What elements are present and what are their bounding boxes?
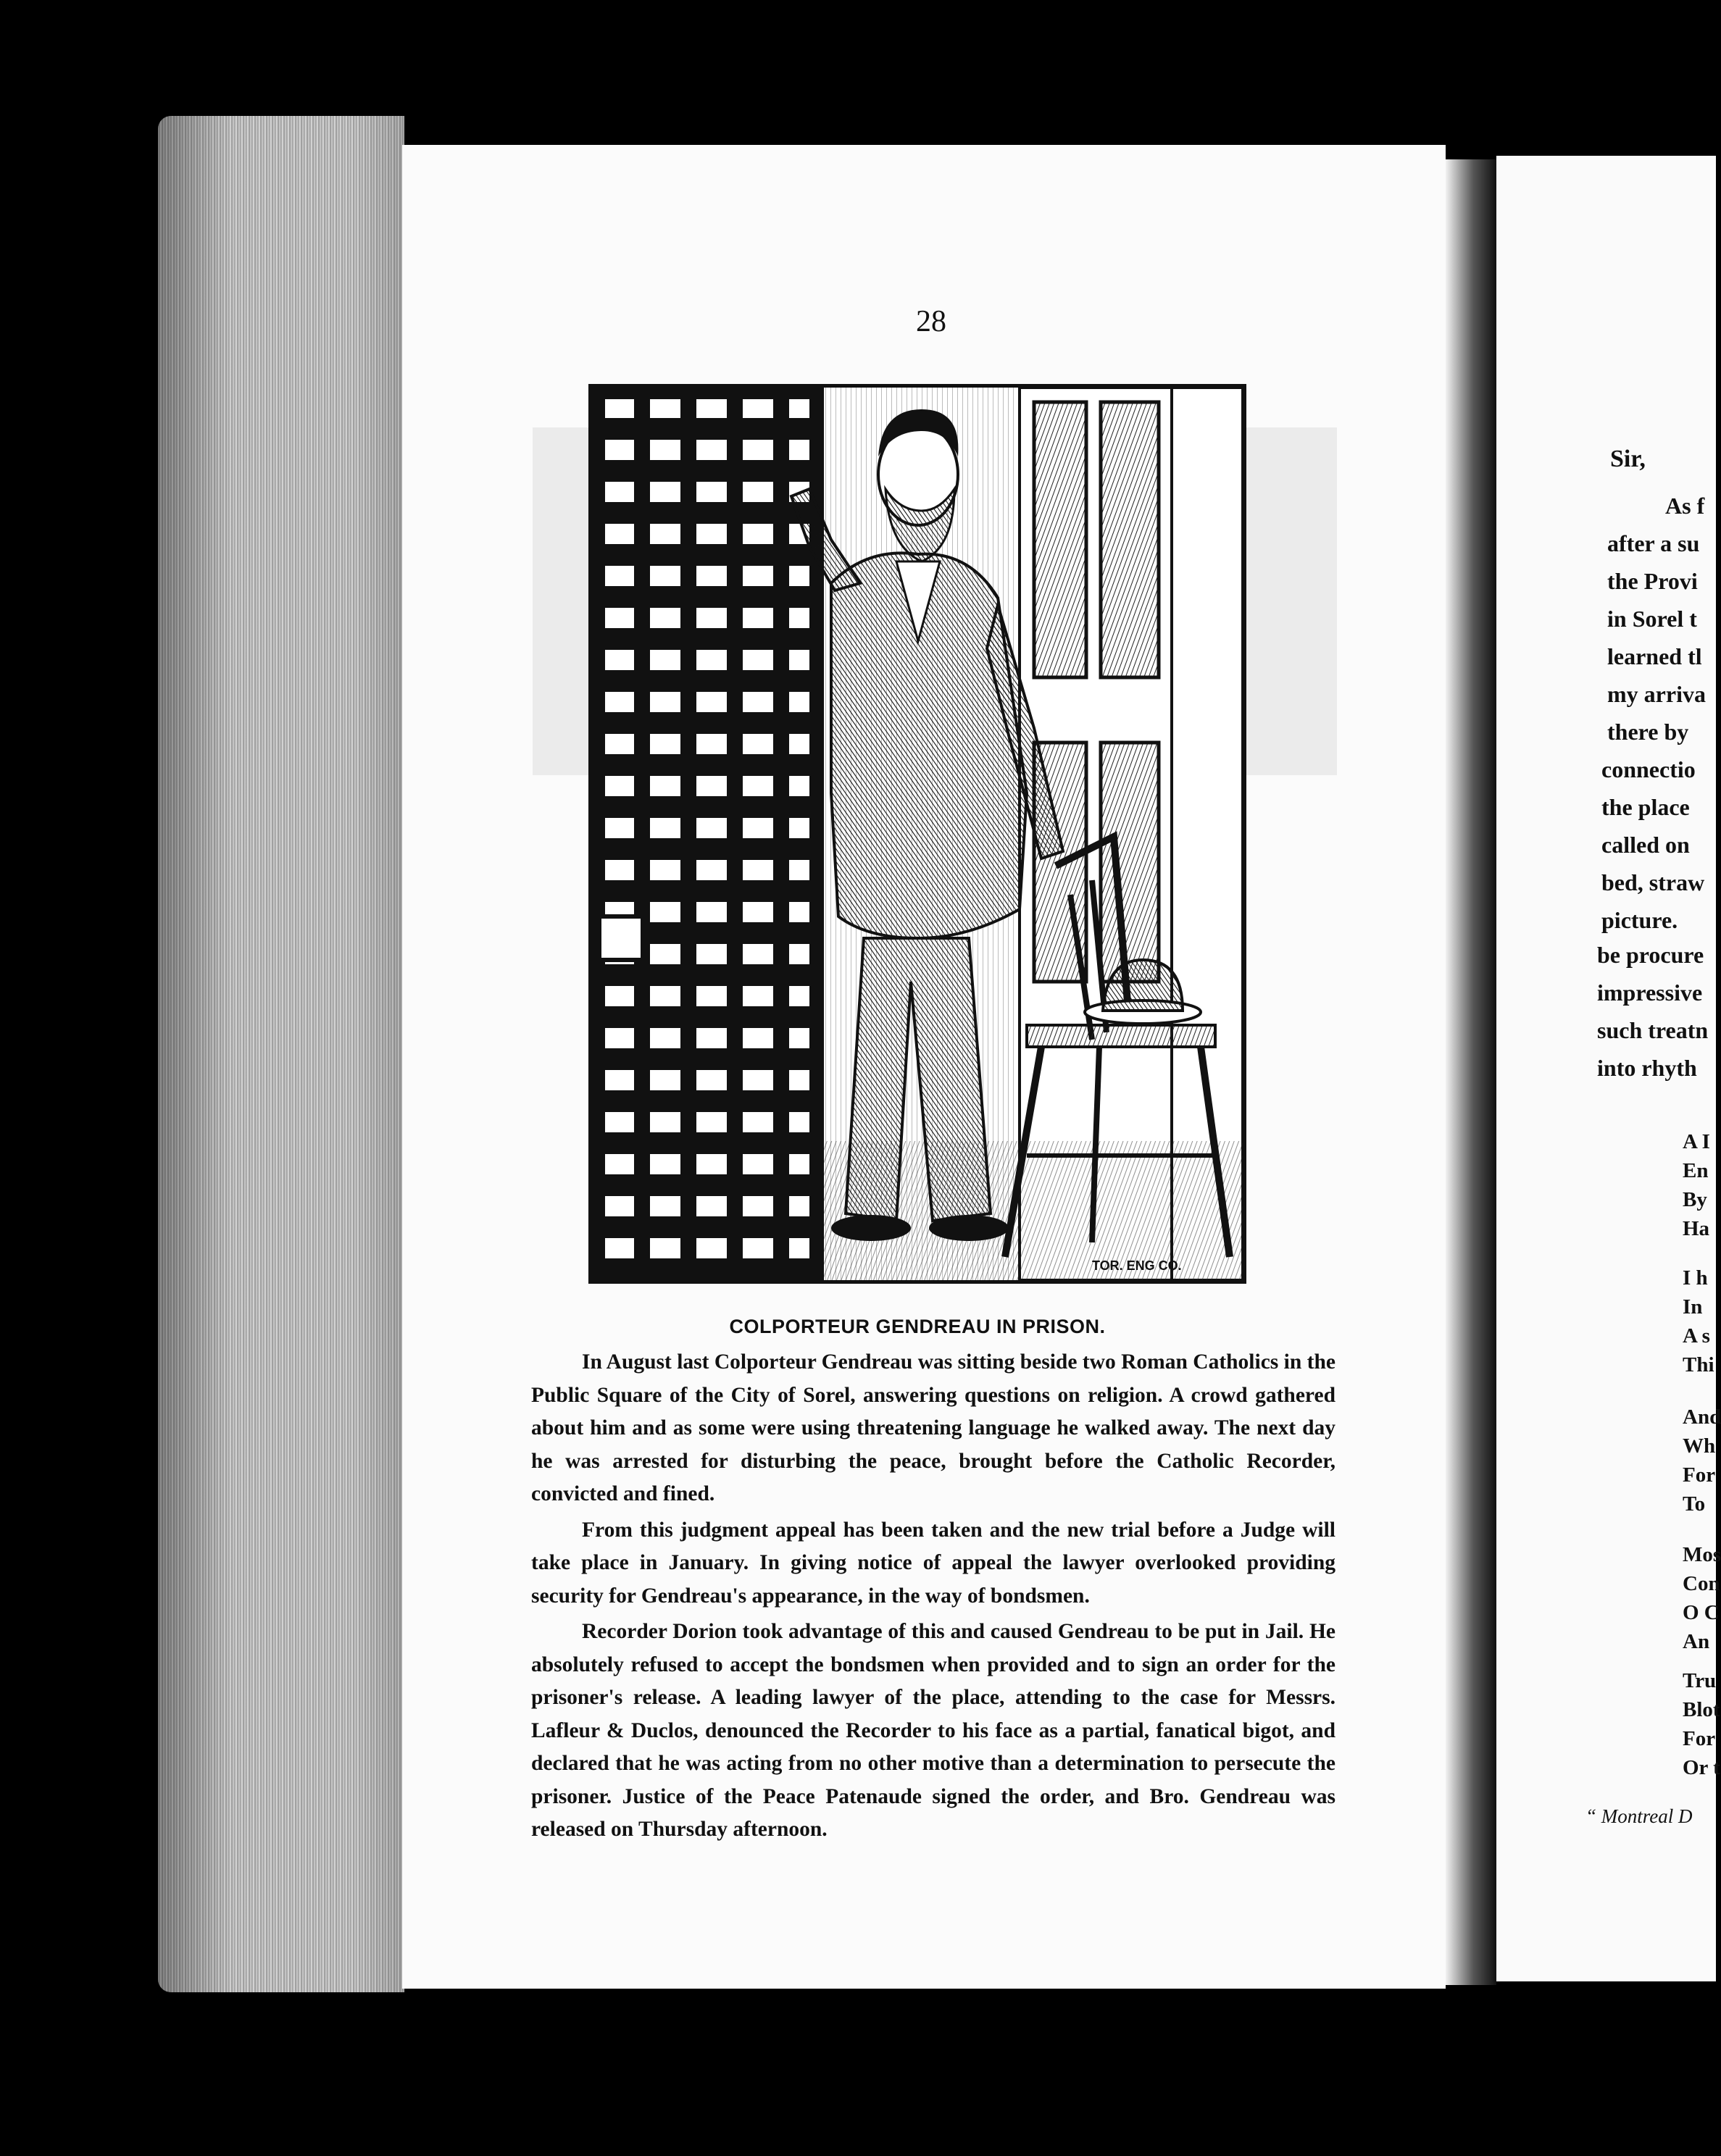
verse-line: Or t [1683,1756,1720,1779]
jail-grille-door [592,388,824,1280]
verse-line: In [1683,1295,1703,1319]
verse-line: Ha [1683,1217,1710,1240]
verse-line: Thi [1683,1353,1714,1376]
engraver-credit: TOR. ENG CO. [1092,1258,1182,1273]
right-page-line: my arriva [1607,681,1706,707]
paragraph: Recorder Dorion took advantage of this and caused Gendreau to be put in Jail. He absolutely refused to accept the bondsmen when provided and to sign an order for the prisoner's release. A leading lawyer of the place, attending to the case for Messrs. Lafleur & Duclos, denounced the Recorder to his face as a partial, fanatical bigot, and declared that he was acting from no other motive than a determination to persecute the prisoner. Justice of the Peace Patenaude signed the order, and Bro. Gendreau was released on Thursday afternoon. [531,1620,1335,1841]
verse-line: Tru [1683,1669,1717,1692]
verse-line: Wh [1683,1434,1716,1458]
verse-line: Con [1683,1572,1720,1595]
right-page-line: connectio [1601,756,1696,782]
verse-line: Mos [1683,1543,1721,1566]
right-page-line: called on [1601,832,1690,858]
verse-line: A s [1683,1324,1710,1348]
paragraph: In August last Colporteur Gendreau was sitting beside two Roman Catholics in the Public Square of the City of Sorel, answering questions on religion. A crowd gathered about him and as some were using threatening language he walked away. The next day he was arrested for disturbing the peace, brought before the Catholic Recorder, convicted and fined. [531,1350,1335,1505]
right-page-line: picture. [1601,907,1678,933]
lock-plate [599,916,643,960]
verse-line: By [1683,1188,1707,1211]
verse-line: To [1683,1492,1706,1516]
right-page-line: As f [1665,493,1705,519]
right-page-line: in Sorel t [1607,606,1697,632]
right-page-line: bed, straw [1601,869,1705,895]
page-edge-shadow [158,116,404,1992]
right-page-line: the place [1601,794,1690,820]
right-page-line: after a su [1607,530,1700,556]
illustration-caption: COLPORTEUR GENDREAU IN PRISON. [729,1316,1106,1337]
door-panel [1101,743,1159,982]
door-panel [1101,402,1159,677]
right-page-line: there by [1607,719,1689,745]
letter-salutation: Sir, [1610,446,1646,472]
right-page-line: into rhyth [1597,1055,1697,1081]
right-page-line: such treatn [1597,1017,1709,1043]
page-number: 28 [916,305,946,338]
verse-line: An [1683,1630,1710,1653]
right-page-line: learned tl [1607,643,1702,669]
footnote: “ Montreal D [1585,1805,1693,1827]
verse-line: A I [1683,1130,1710,1153]
engraving-illustration [588,384,1246,1284]
article-body [531,1346,1335,1847]
right-page-line: impressive [1597,979,1703,1006]
engraving-svg [592,388,1243,1280]
right-page-line: the Provi [1607,568,1698,594]
paragraph: From this judgment appeal has been taken and the new trial before a Judge will take place in January. In giving notice of appeal the lawyer overlooked providing security for Gendreau's appearance, in the way of bondsmen. [531,1518,1335,1608]
verse-line: En [1683,1159,1709,1182]
verse-line: O C [1683,1601,1720,1624]
right-page-line: be procure [1597,942,1704,968]
verse-line: For [1683,1727,1716,1750]
verse-line: For [1683,1463,1716,1487]
book-gutter [1446,159,1496,1985]
door-panel [1034,402,1086,677]
verse-line: Blot [1683,1698,1720,1721]
verse-line: I h [1683,1266,1708,1290]
verse-line: And [1683,1405,1721,1429]
